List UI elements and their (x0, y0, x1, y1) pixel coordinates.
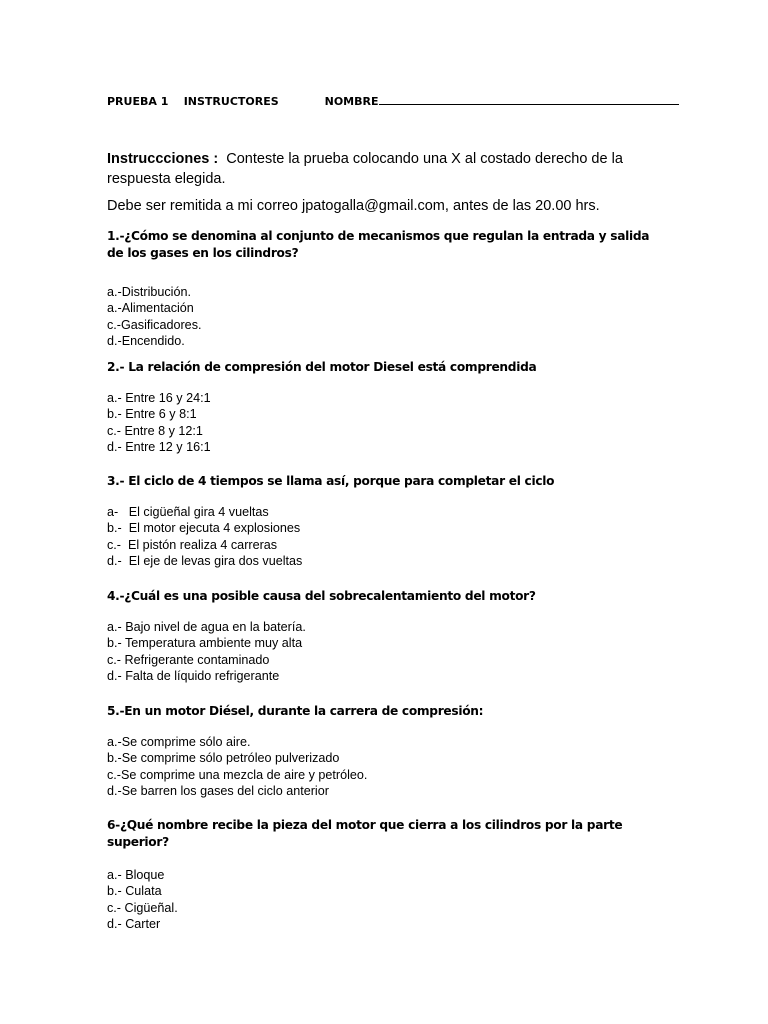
option-list (107, 390, 667, 455)
option-item[interactable]: d.-Encendido. (107, 333, 185, 348)
option-item[interactable]: c.- El pistón realiza 4 carreras (107, 537, 278, 552)
question-text: 2.- La relación de compresión del motor Diesel está comprendida (107, 360, 537, 374)
question-6 (107, 817, 667, 932)
option-list (107, 284, 667, 349)
option-item[interactable]: d.- Carter (107, 916, 161, 931)
option-list (107, 619, 667, 684)
option-item[interactable]: a.- Bajo nivel de agua en la batería. (107, 620, 306, 634)
option-item[interactable]: c.- Entre 8 y 12:1 (107, 423, 203, 438)
option-item[interactable]: a.- Bloque (107, 868, 165, 882)
option-item[interactable]: c.-Gasificadores. (107, 317, 202, 332)
option-list (107, 734, 667, 799)
document-header (107, 93, 679, 108)
name-field-line[interactable] (379, 93, 679, 105)
instructions-label: Instruccciones : (107, 151, 219, 167)
option-item[interactable]: c.- Cigüeñal. (107, 900, 178, 915)
option-item[interactable]: d.- Entre 12 y 16:1 (107, 439, 211, 454)
question-text: 1.-¿Cómo se denomina al conjunto de mecanismos que regulan la entrada y salida de los gases en los cilindros? (107, 229, 650, 260)
option-list (107, 867, 667, 932)
option-item[interactable]: b.- Entre 6 y 8:1 (107, 407, 197, 422)
test-title: PRUEBA 1 (107, 95, 169, 108)
group-title: INSTRUCTORES (183, 95, 279, 108)
option-item[interactable]: a.-Distribución. (107, 285, 191, 299)
option-item[interactable]: d.- Falta de líquido refrigerante (107, 668, 280, 683)
option-item[interactable]: a- El cigüeñal gira 4 vueltas (107, 505, 269, 519)
question-5 (107, 703, 667, 799)
option-item[interactable]: b.- Temperatura ambiente muy alta (107, 636, 303, 651)
question-text: 5.-En un motor Diésel, durante la carrera de compresión: (107, 704, 484, 718)
question-2 (107, 359, 667, 455)
option-item[interactable]: d.-Se barren los gases del ciclo anterior (107, 783, 329, 798)
question-4 (107, 588, 667, 684)
name-label: NOMBRE (324, 95, 379, 108)
option-item[interactable]: a.- Entre 16 y 24:1 (107, 391, 211, 405)
submission-note: Debe ser remitida a mi correo jpatogalla@gmail.com, antes de las 20.00 hrs. (107, 198, 600, 214)
question-text: 3.- El ciclo de 4 tiempos se llama así, porque para completar el ciclo (107, 474, 555, 488)
option-item[interactable]: b.- El motor ejecuta 4 explosiones (107, 521, 301, 536)
instructions (107, 149, 667, 189)
option-item[interactable]: b.- Culata (107, 884, 162, 899)
question-1 (107, 228, 667, 349)
option-item[interactable]: b.-Se comprime sólo petróleo pulverizado (107, 751, 340, 766)
instructions-text: Conteste la prueba colocando una X al costado derecho de la respuesta elegida. (107, 151, 623, 187)
question-text: 4.-¿Cuál es una posible causa del sobrecalentamiento del motor? (107, 589, 536, 603)
question-3 (107, 473, 667, 569)
option-item[interactable]: a.-Se comprime sólo aire. (107, 735, 251, 749)
option-list (107, 504, 667, 569)
option-item[interactable]: c.- Refrigerante contaminado (107, 652, 270, 667)
option-item[interactable]: d.- El eje de levas gira dos vueltas (107, 553, 303, 568)
option-item[interactable]: a.-Alimentación (107, 301, 194, 316)
question-text: 6-¿Qué nombre recibe la pieza del motor que cierra a los cilindros por la parte superior? (107, 818, 623, 849)
option-item[interactable]: c.-Se comprime una mezcla de aire y petróleo. (107, 767, 368, 782)
